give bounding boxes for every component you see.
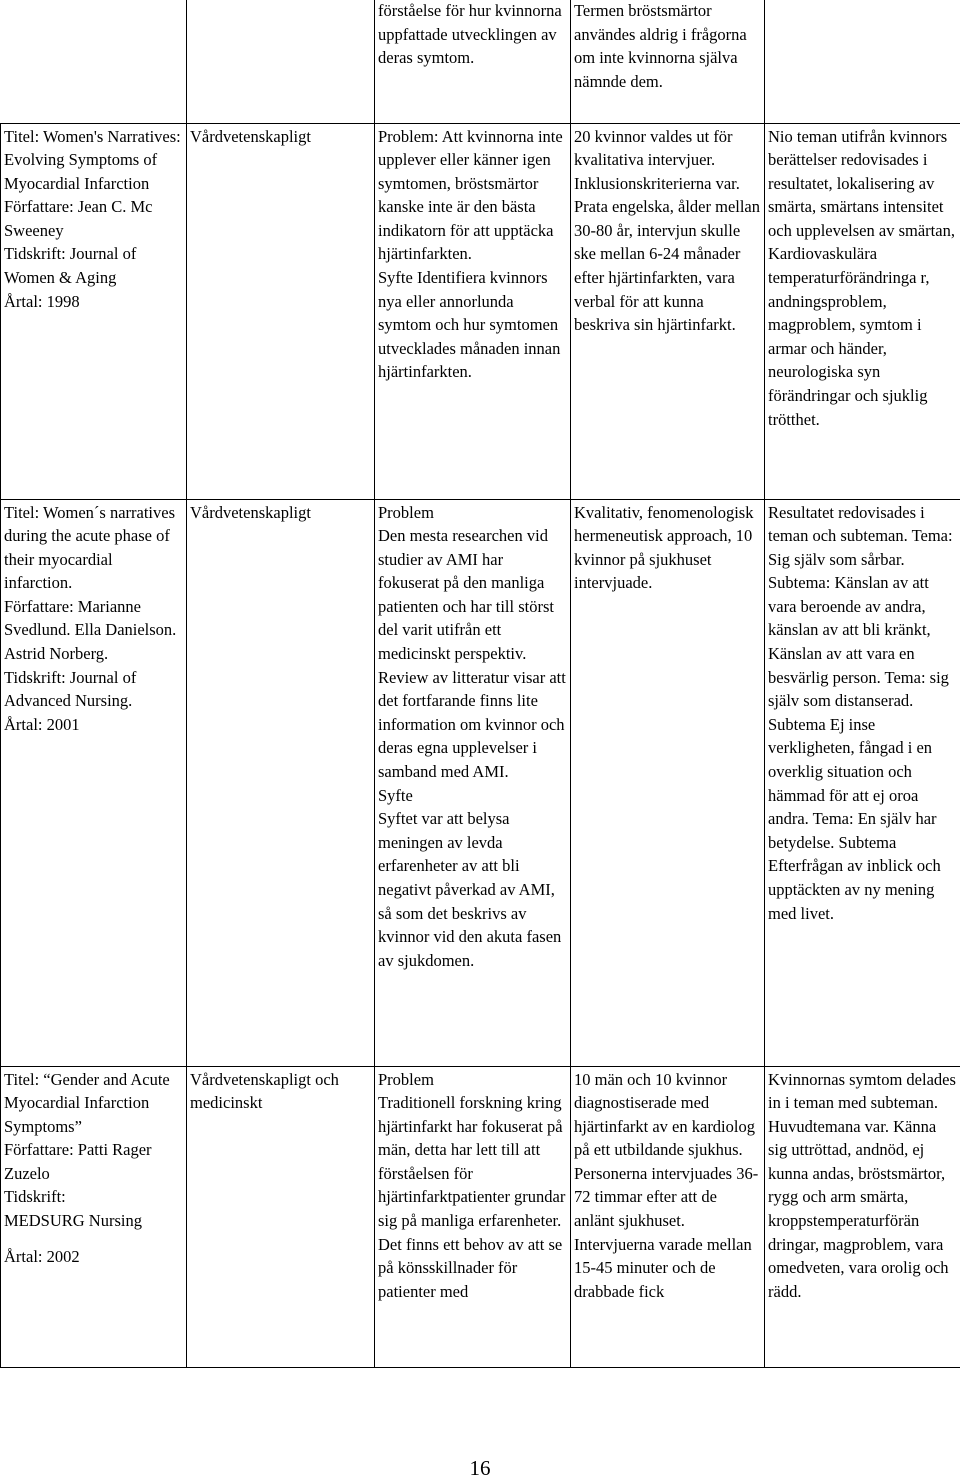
cell-text: förståelse för hur kvinnorna uppfattade utvecklingen av deras symtom. [378,1,562,68]
article-journal: MEDSURG Nursing [4,1211,142,1231]
tidskrift-label: Tidskrift [4,244,62,264]
titel-label: Titel [4,1069,35,1089]
titel-label: Titel [4,126,35,146]
article-year: 2002 [46,1246,80,1266]
article-year: 2001 [46,714,80,734]
method-cell [571,0,765,123]
tidskrift-label: Tidskrift [4,1187,62,1207]
design-text: Vårdvetenskapligt [190,126,311,146]
article-cell: Titel: Women's Narratives: Evolving Symptoms of Myocardial Infarction Författare: Jean C. Mc Sweeney Tidskrift: Journal of Women & Aging Årtal: 1998 [1,123,187,499]
article-title: “Gender and Acute Myocardial Infarction Symptoms” [4,1069,170,1136]
forfattare-label: Författare [4,596,70,616]
method-text: Kvalitativ, fenomenologisk hermeneutisk approach, 10 kvinnor på sjukhuset intervjuade. [574,502,754,593]
problem-cell [375,499,571,1066]
result-text: Nio teman utifrån kvinnors berättelser redovisades i resultatet, lokalisering av smärta, smärtans intensitet och upplevelsen av smärtan, Kardiovaskulära temperaturförändringa r, andningsproblem, magproblem, symtom i armar och händer, neurologiska syn förändringar och sjuklig trötthet. [768,126,955,429]
table-row [1,0,960,123]
result-cell [765,1066,960,1367]
problem-cell [375,0,571,123]
syfte-text: Syftet var att belysa meningen av levda erfarenheter av att bli negativt påverkad av AMI, så som det beskrivs av kvinnor vid den akuta fasen av sjukdomen. [378,809,562,970]
table-row [1,1066,960,1367]
syfte-text: Identifiera kvinnors nya eller annorlunda symtom och hur symtomen utvecklades månaden innan hjärtinfarkten. [378,268,561,382]
table-row [1,499,960,1066]
result-cell [765,0,960,123]
method-text: 20 kvinnor valdes ut för kvalitativa intervjuer. Inklusionskriterierna var. Prata engelska, ålder mellan 30-80 år, intervjun skulle ske mellan 6-24 månader efter hjärtinfarkten, vara verbal för att kunna beskriva sin hjärtinfarkt. [574,126,761,335]
forfattare-label: Författare [4,197,70,217]
design-text: Vårdvetenskapligt [190,502,311,522]
empty-cell [187,0,375,123]
problem-text: Att kvinnorna inte upplever eller känner igen symtomen, bröstsmärtor kanske inte är den bästa indikatorn för att upptäcka hjärtinfarkten. [378,126,563,264]
problem-label: Problem [378,1069,434,1089]
page-number: 16 [469,1456,491,1480]
syfte-label: Syfte [378,785,413,805]
result-cell [765,123,960,499]
article-title: Women´s narratives during the acute phase of their myocardial infarction. [4,502,175,593]
design-cell [187,1066,375,1367]
article-author: Jean C. Mc Sweeney [4,197,153,240]
artal-label: Årtal [4,1246,38,1266]
problem-cell [375,1066,571,1367]
forfattare-label: Författare [4,1140,70,1160]
problem-label: Problem [378,126,434,146]
design-cell [187,123,375,499]
article-cell: Titel: “Gender and Acute Myocardial Infarction Symptoms” Författare: Patti Rager Zuzelo Tidskrift: MEDSURG Nursing Årtal: 2002 [1,1066,187,1367]
artal-label: Årtal [4,714,38,734]
problem-label: Problem [378,502,434,522]
titel-label: Titel [4,502,35,522]
syfte-label: Syfte [378,268,413,288]
problem-text: Den mesta researchen vid studier av AMI har fokuserat på den manliga patienten och har till störst del varit utifrån ett medicinskt perspektiv. Review av litteratur visar att det fortfarande finns lite information om kvinnor och deras egna upplevelser i samband med AMI. [378,526,566,782]
article-year: 1998 [46,291,80,311]
tidskrift-label: Tidskrift [4,667,62,687]
design-cell [187,499,375,1066]
method-cell [571,499,765,1066]
method-text: 10 män och 10 kvinnor diagnostiserade med hjärtinfarkt av en kardiolog på ett utbildande sjukhus. Personerna intervjuades 36-72 timmar efter att de anlänt sjukhuset. Intervjuerna varade mellan 15-45 minuter och de drabbade fick [574,1069,759,1301]
problem-cell: Problem: Att kvinnorna inte upplever eller känner igen symtomen, bröstsmärtor kanske inte är den bästa indikatorn för att upptäcka hjärtinfarkten. Syfte Identifiera kvinnors nya eller annorlunda symtom och hur symtomen utvecklades månaden innan hjärtinfarkten. [375,123,571,499]
method-cell [571,1066,765,1367]
result-cell [765,499,960,1066]
table-row [1,123,960,499]
design-text: Vårdvetenskapligt och medicinskt [190,1069,339,1113]
cell-text: Termen bröstsmärtor användes aldrig i frågorna om inte kvinnorna själva nämnde dem. [574,1,747,91]
article-journal: Journal of Women & Aging [4,244,137,288]
result-text: Resultatet redovisades i teman och subteman. Tema: Sig själv som sårbar. Subtema: Känslan av att vara beroende av andra, känslan av att bli kränkt, Känslan av att vara en besvärlig person. Tema: sig själv som distanserad. Subtema Ej inse verkligheten, fångad i en overklig situation och hämmad för att ej oroa andra. Tema: En själv har betydelse. Subtema Efterfrågan av inblick och upptäckten av ny mening med livet. [768,502,953,923]
article-author: Marianne Svedlund. Ella Danielson. Astrid Norberg. [4,596,177,664]
article-cell: Titel: Women´s narratives during the acute phase of their myocardial infarction. Författare: Marianne Svedlund. Ella Danielson. Astrid Norberg. Tidskrift: Journal of Advanced Nursing. Årtal: 2001 [1,499,187,1066]
problem-text: Traditionell forskning kring hjärtinfarkt har fokuserat på män, detta har lett till att förståelsen för hjärtinfarktpatienter grundar sig på manliga erfarenheter. Det finns ett behov av att se på könsskillnader för patienter med [378,1093,566,1301]
result-text: Kvinnornas symtom delades in i teman med subteman. Huvudtemana var. Känna sig uttröttad, andnöd, ej kunna andas, bröstsmärtor, rygg och arm smärta, kroppstemperaturförän dringar, magproblem, vara omedveten, vara orolig och rädd. [768,1069,956,1301]
empty-cell [1,0,187,123]
artal-label: Årtal [4,291,38,311]
method-cell [571,123,765,499]
article-title: Women's Narratives: Evolving Symptoms of Myocardial Infarction [4,126,181,193]
article-journal: Journal of Advanced Nursing. [4,667,137,711]
article-author: Patti Rager Zuzelo [4,1140,152,1183]
